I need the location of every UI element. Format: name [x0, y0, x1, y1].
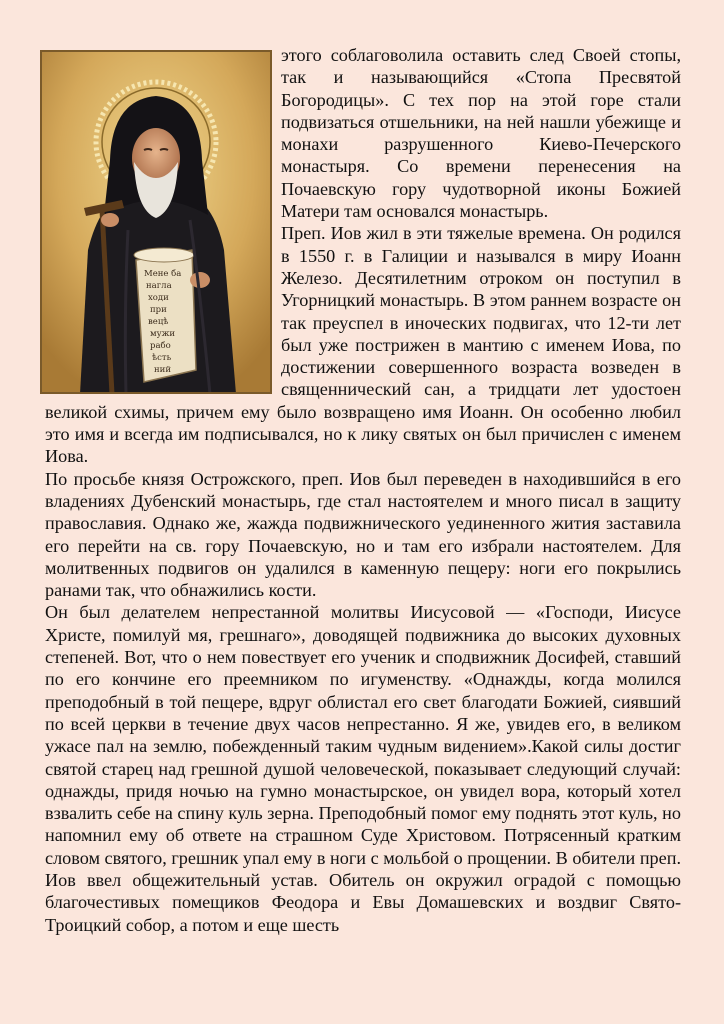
svg-text:при: при — [150, 305, 167, 315]
svg-text:ѣсть: ѣсть — [152, 353, 172, 363]
svg-text:мужи: мужи — [150, 329, 176, 339]
paragraph-3: По просьбе князя Острожского, преп. Иов был переведен в находившийся в его владениях Дубенский монастырь, где стал настоятелем и много писал в защиту православия. Однако же, жажда подвижнического уединенного жития заставила его перейти на св. гору Почаевскую, но и там его избрали настоятелем. Для молитвенных подвигов он удалился в каменную пещеру: ноги его покрылись ранами так, что обнажились кости. — [45, 468, 681, 601]
paragraph-2: Преп. Иов жил в эти тяжелые времена. Он родился в 1550 г. в Галиции и назывался в миру Иоанн Железо. Десятилетним отроком он поступил в Угорницкий монастырь. В этом раннем возрасте он так преуспел в иноческих подвигах, что 12-ти лет был уже пострижен в мантию с именем Иова, по достижении совершенного возраста возведен в священнический сан, а тридцати лет удостоен великой схимы, причем ему было возвращено имя Иоанн. Он особенно любил это имя и всегда им подписывался, но к лику святых он был причислен с именем Иова. — [45, 223, 681, 467]
svg-text:ний: ний — [154, 365, 171, 375]
icon-float-spacer — [45, 44, 281, 384]
svg-text:Мене ба: Мене ба — [144, 269, 182, 279]
article-body — [45, 44, 681, 936]
svg-text:нагла: нагла — [146, 281, 172, 291]
paragraph-1: этого соблаговолила оставить след Своей стопы, так и называющийся «Стопа Пресвятой Богородицы». С тех пор на этой горе стали подвизаться отшельники, на ней нашли убежище и монахи разрушенного Киево-Печерского монастыря. Со времени перенесения на Почаевскую гору чудотворной иконы Божией Матери там основался монастырь. — [281, 45, 681, 222]
svg-text:вецѣ: вецѣ — [148, 317, 169, 327]
svg-text:рабо: рабо — [150, 341, 171, 351]
svg-text:ходи: ходи — [148, 293, 169, 303]
paragraph-4: Он был делателем непрестанной молитвы Иисусовой — «Господи, Иисусе Христе, помилуй мя, грешнаго», доводящей подвижника до высоких духовных степеней. Вот, что о нем повествует его ученик и сподвижник Досифей, ставший по его кончине его преемником по игуменству. «Однажды, когда молился преподобный в той пещере, вдруг облистал его свет благодати Божией, сиявший по всей церкви в течение двух часов непрестанно. Я же, увидев его, в великом ужасе пал на землю, побежденный таким чудным видением».Какой силы достиг святой старец над грешной душой человеческой, показывает следующий случай: однажды, придя ночью на гумно монастырское, он увидел вора, который хотел взвалить себе на спину куль зерна. Преподобный помог ему поднять этот куль, но напомнил ему об ответе на страшном Суде Христовом. Потрясенный кратким словом святого, грешник упал ему в ноги с мольбой о прощении. В обители преп. Иов ввел общежительный устав. Обитель он окружил оградой с помощью благочестивых помещиков Феодора и Евы Домашевских и воздвиг Свято-Троицкий собор, а потом и еще шесть — [45, 602, 681, 935]
